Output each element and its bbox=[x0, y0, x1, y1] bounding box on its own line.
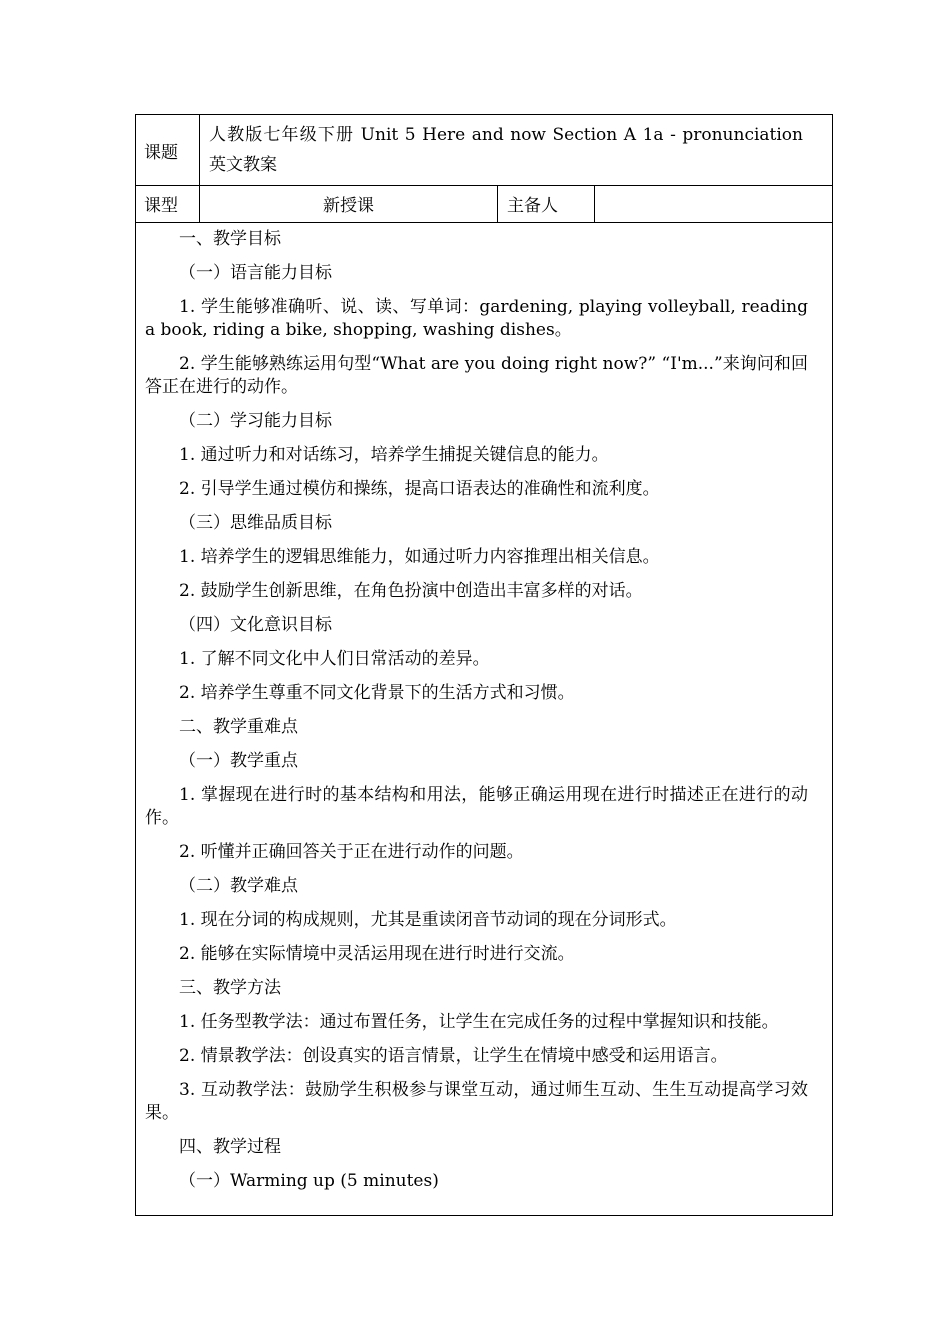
paragraph: 1. 掌握现在进行时的基本结构和用法，能够正确运用现在进行时描述正在进行的动作。 bbox=[145, 785, 808, 828]
type-row bbox=[136, 185, 832, 223]
paragraph: 2. 情景教学法：创设真实的语言情景，让学生在情境中感受和运用语言。 bbox=[179, 1046, 728, 1066]
subsection-heading: （一）教学重点 bbox=[179, 751, 298, 771]
section-heading: 一、教学目标 bbox=[179, 229, 281, 249]
type-label: 课型 bbox=[144, 196, 178, 216]
section-heading: 四、教学过程 bbox=[179, 1137, 281, 1157]
paragraph: 1. 现在分词的构成规则，尤其是重读闭音节动词的现在分词形式。 bbox=[179, 910, 677, 930]
title-row bbox=[136, 115, 832, 186]
subsection-heading: （二）教学难点 bbox=[179, 876, 298, 896]
section-heading: 二、教学重难点 bbox=[179, 717, 298, 737]
owner-label: 主备人 bbox=[497, 185, 594, 222]
paragraph: 1. 任务型教学法：通过布置任务，让学生在完成任务的过程中掌握知识和技能。 bbox=[179, 1012, 779, 1032]
lesson-body bbox=[136, 222, 832, 1204]
lesson-title-line1: 人教版七年级下册 Unit 5 Here and now Section A 1a - pronunciation bbox=[209, 125, 803, 145]
paragraph: 1. 培养学生的逻辑思维能力，如通过听力内容推理出相关信息。 bbox=[179, 547, 660, 567]
title-label: 课题 bbox=[144, 142, 178, 163]
subsection-heading: （三）思维品质目标 bbox=[179, 513, 332, 533]
paragraph: 1. 了解不同文化中人们日常活动的差异。 bbox=[179, 649, 490, 669]
subsection-heading: （一）Warming up (5 minutes) bbox=[179, 1171, 439, 1191]
paragraph: 3. 互动教学法：鼓励学生积极参与课堂互动，通过师生互动、生生互动提高学习效果。 bbox=[145, 1080, 808, 1123]
paragraph: 2. 鼓励学生创新思维，在角色扮演中创造出丰富多样的对话。 bbox=[179, 581, 643, 601]
lesson-title-line2: 英文教案 bbox=[209, 155, 277, 175]
paragraph: 2. 学生能够熟练运用句型“What are you doing right now?” “I'm...”来询问和回答正在进行的动作。 bbox=[145, 354, 808, 397]
paragraph: 2. 引导学生通过模仿和操练，提高口语表达的准确性和流利度。 bbox=[179, 479, 660, 499]
paragraph: 2. 能够在实际情境中灵活运用现在进行时进行交流。 bbox=[179, 944, 575, 964]
lesson-plan-table bbox=[135, 114, 833, 1216]
subsection-heading: （二）学习能力目标 bbox=[179, 411, 332, 431]
section-heading: 三、教学方法 bbox=[179, 978, 281, 998]
paragraph: 1. 通过听力和对话练习，培养学生捕捉关键信息的能力。 bbox=[179, 445, 609, 465]
owner-value bbox=[594, 185, 833, 222]
paragraph: 2. 听懂并正确回答关于正在进行动作的问题。 bbox=[179, 842, 524, 862]
lesson-title bbox=[199, 115, 833, 185]
subsection-heading: （四）文化意识目标 bbox=[179, 615, 332, 635]
type-value: 新授课 bbox=[199, 185, 497, 222]
paragraph: 2. 培养学生尊重不同文化背景下的生活方式和习惯。 bbox=[179, 683, 575, 703]
paragraph: 1. 学生能够准确听、说、读、写单词：gardening, playing volleyball, reading a book, riding a bike, shopping, washing dishes。 bbox=[145, 297, 808, 340]
subsection-heading: （一）语言能力目标 bbox=[179, 263, 332, 283]
